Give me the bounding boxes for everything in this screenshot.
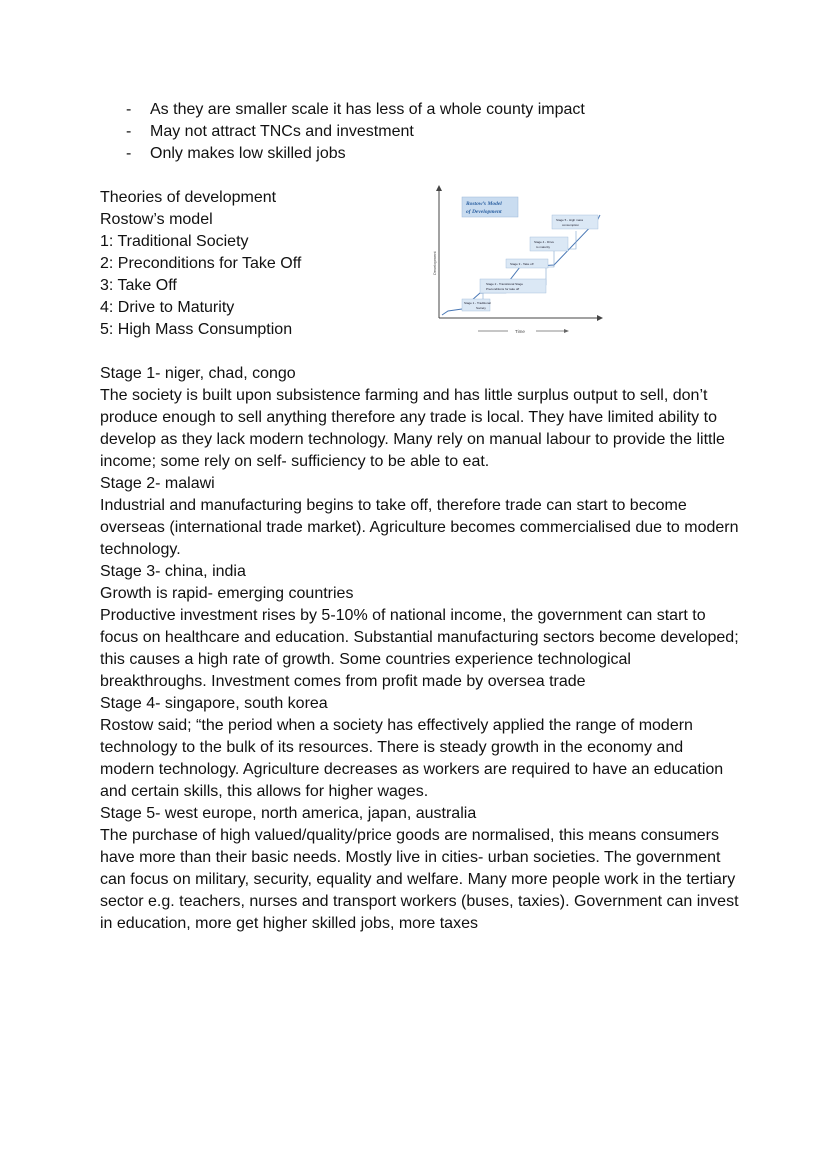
diagram-title-line2: of Development <box>466 209 502 215</box>
stage-item: 5: High Mass Consumption <box>100 321 293 338</box>
list-item: - As they are smaller scale it has less of a whole county impact <box>122 99 772 121</box>
stage-heading: Stage 3- china, india <box>100 563 246 580</box>
time-arrowhead <box>564 329 569 333</box>
diagram-title-line1: Rostow’s Model <box>466 201 502 207</box>
y-axis-arrow <box>436 185 442 191</box>
stage-box-label: Stage 2 - Transitional Stage <box>486 282 524 286</box>
paragraph: Growth is rapid- emerging countries <box>100 585 354 602</box>
theories-section <box>100 187 420 341</box>
y-axis-label: Development <box>432 251 437 275</box>
stage-item: 4: Drive to Maturity <box>100 299 235 316</box>
list-item: - Only makes low skilled jobs <box>122 143 772 165</box>
rostow-model-diagram <box>428 183 608 335</box>
disadvantages-list <box>122 99 772 165</box>
paragraph: The purchase of high valued/quality/price goods are normalised, this means consumers have more than their basic needs. Mostly live in cities- urban societies. The government can focus on military, security, equality and welfare. Many more people work in the tertiary sector e.g. teachers, nurses and transport workers (buses, taxies). Government can invest in education, more get higher skilled jobs, more taxes <box>100 827 739 932</box>
stage-item: 1: Traditional Society <box>100 233 249 250</box>
bullet-dash: - <box>126 101 132 118</box>
section-heading: Theories of development <box>100 189 277 206</box>
stage-heading: Stage 2- malawi <box>100 475 215 492</box>
stage-item: 2: Preconditions for Take Off <box>100 255 302 272</box>
stage-box-label: to maturity <box>536 245 551 249</box>
stage-box-label: Society <box>476 306 486 310</box>
stage-heading: Stage 4- singapore, south korea <box>100 695 328 712</box>
paragraph: Rostow said; “the period when a society has effectively applied the range of modern technology to the bulk of its resources. There is steady growth in the economy and modern technology. Agriculture decreases as workers are required to have an education and certain skills, this allows for higher wages. <box>100 717 724 800</box>
stage-heading: Stage 1- niger, chad, congo <box>100 365 296 382</box>
stage-box-label: Preconditions for take off <box>486 287 520 291</box>
stage-box-label: Stage 1 - Traditional <box>464 301 491 305</box>
paragraph: Productive investment rises by 5-10% of national income, the government can start to focus on healthcare and education. Substantial manufacturing sectors become developed; this causes a high rate of growth. Some countries experience technological breakthroughs. Investment comes from profit made by oversea trade <box>100 607 739 690</box>
paragraph: Industrial and manufacturing begins to take off, therefore trade can start to become overseas (international trade market). Agriculture becomes commercialised due to modern technology. <box>100 497 739 558</box>
paragraph: The society is built upon subsistence farming and has little surplus output to sell, don’t produce enough to sell anything therefore any trade is local. They have limited ability to develop as they lack modern technology. Many rely on manual labour to provide the little income; some rely on self- sufficiency to be able to eat. <box>100 387 725 470</box>
stage-box-label: Stage 4 - Drive <box>534 240 555 244</box>
stage-box-label: Stage 3 - Take off <box>510 262 534 266</box>
model-name: Rostow’s model <box>100 211 213 228</box>
x-axis-label: Time <box>515 329 525 334</box>
stage-item: 3: Take Off <box>100 277 177 294</box>
stage-box-label: consumption <box>562 223 580 227</box>
list-item: - May not attract TNCs and investment <box>122 121 772 143</box>
stage-box-label: Stage 5 - High mass <box>556 218 584 222</box>
x-axis-arrow <box>597 315 603 321</box>
stage-heading: Stage 5- west europe, north america, japan, australia <box>100 805 477 822</box>
bullet-dash: - <box>126 145 132 162</box>
stages-description <box>100 363 740 935</box>
bullet-dash: - <box>126 123 132 140</box>
